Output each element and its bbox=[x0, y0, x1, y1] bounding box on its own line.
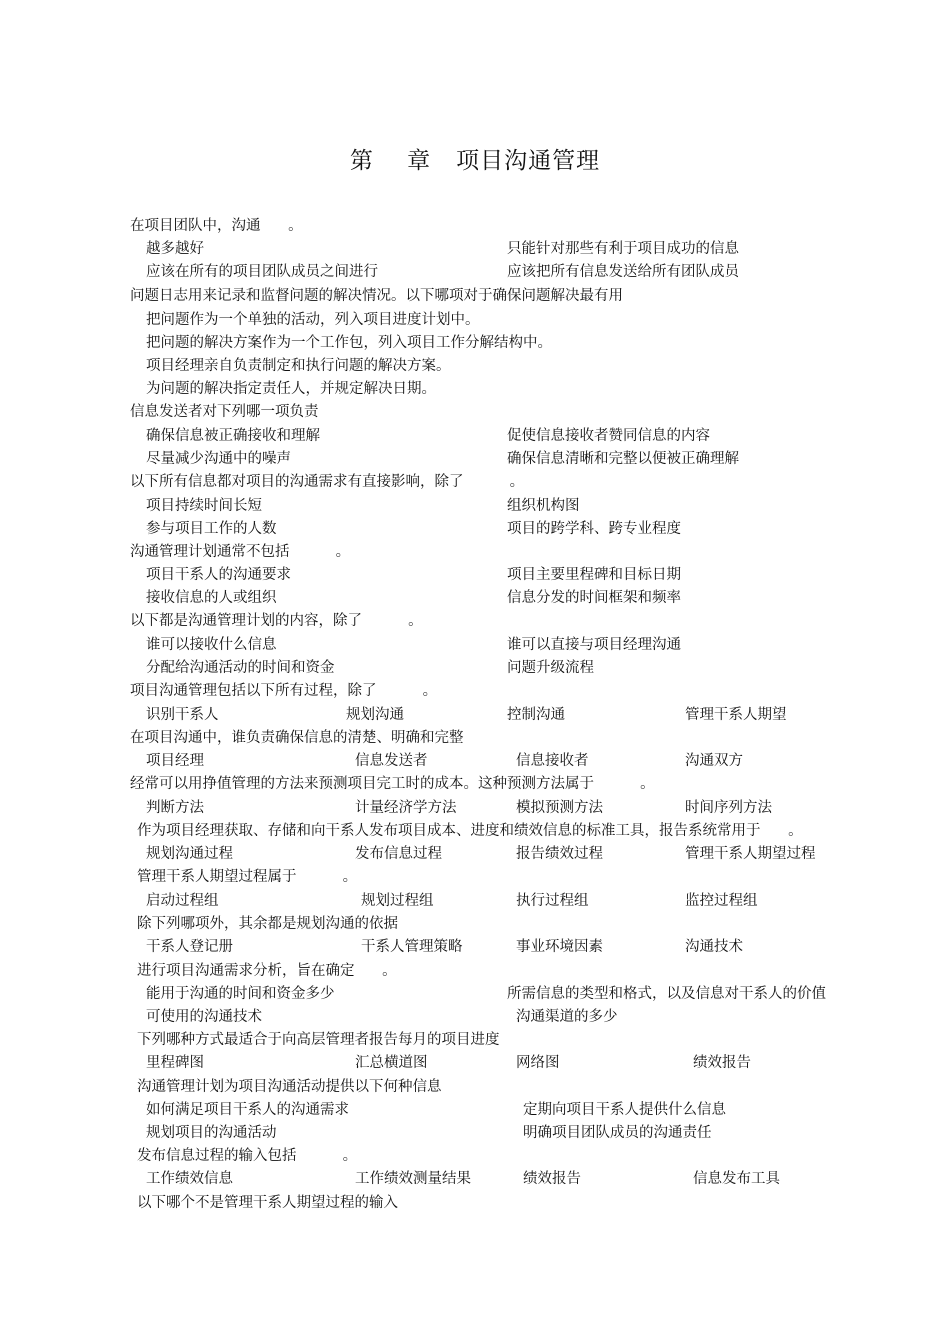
question-stem: 在项目沟通中，谁负责确保信息的清楚、明确和完整 bbox=[130, 730, 464, 746]
option-d: 绩效报告 bbox=[693, 1055, 751, 1071]
question-stem: 作为项目经理获取、存储和向干系人发布项目成本、进度和绩效信息的标准工具，报告系统常用于 。 bbox=[137, 823, 803, 839]
option-a: 里程碑图 bbox=[146, 1055, 204, 1071]
option-c: 应该在所有的项目团队成员之间进行 bbox=[146, 264, 378, 280]
option-d: 项目的跨学科、跨专业程度 bbox=[507, 521, 681, 537]
option-c: 参与项目工作的人数 bbox=[146, 521, 277, 537]
option-b: 所需信息的类型和格式，以及信息对干系人的价值 bbox=[507, 986, 826, 1002]
option-b: 谁可以直接与项目经理沟通 bbox=[507, 637, 681, 653]
option-b: 汇总横道图 bbox=[355, 1055, 428, 1071]
option-b: 计量经济学方法 bbox=[355, 800, 457, 816]
option-b: 规划过程组 bbox=[361, 893, 434, 909]
option-b: 项目主要里程碑和目标日期 bbox=[507, 567, 681, 583]
option-b: 只能针对那些有利于项目成功的信息 bbox=[507, 241, 739, 257]
question-stem: 除下列哪项外，其余都是规划沟通的依据 bbox=[137, 916, 398, 932]
option-c: 信息接收者 bbox=[516, 753, 589, 769]
option-c: 可使用的沟通技术 bbox=[146, 1009, 262, 1025]
option-d: 监控过程组 bbox=[685, 893, 758, 909]
option-d: 应该把所有信息发送给所有团队成员 bbox=[507, 264, 739, 280]
option-d: 问题升级流程 bbox=[507, 660, 594, 676]
option-b: 发布信息过程 bbox=[355, 846, 442, 862]
option-c: 网络图 bbox=[516, 1055, 560, 1071]
option-b: 工作绩效测量结果 bbox=[355, 1171, 471, 1187]
option-c: 项目经理亲自负责制定和执行问题的解决方案。 bbox=[146, 358, 451, 374]
option-c: 模拟预测方法 bbox=[516, 800, 603, 816]
question-stem: 以下哪个不是管理干系人期望过程的输入 bbox=[137, 1195, 398, 1211]
option-a: 把问题作为一个单独的活动，列入项目进度计划中。 bbox=[146, 312, 480, 328]
option-b: 信息发送者 bbox=[355, 753, 428, 769]
question-stem: 信息发送者对下列哪一项负责 bbox=[130, 404, 319, 420]
option-c: 尽量减少沟通中的噪声 bbox=[146, 451, 291, 467]
option-c: 接收信息的人或组织 bbox=[146, 590, 277, 606]
option-d: 管理干系人期望 bbox=[685, 707, 787, 723]
option-b: 把问题的解决方案作为一个工作包，列入项目工作分解结构中。 bbox=[146, 335, 552, 351]
option-a: 项目经理 bbox=[146, 753, 204, 769]
option-b: 定期向项目干系人提供什么信息 bbox=[523, 1102, 726, 1118]
chapter-title: 第 章 项目沟通管理 bbox=[349, 148, 601, 174]
question-stem: 问题日志用来记录和监督问题的解决情况。以下哪项对于确保问题解决最有用 bbox=[130, 288, 623, 304]
option-b: 组织机构图 bbox=[507, 498, 580, 514]
option-d: 沟通双方 bbox=[685, 753, 743, 769]
option-d: 明确项目团队成员的沟通责任 bbox=[523, 1125, 712, 1141]
question-stem: 沟通管理计划为项目沟通活动提供以下何种信息 bbox=[137, 1079, 442, 1095]
option-d: 为问题的解决指定责任人，并规定解决日期。 bbox=[146, 381, 436, 397]
option-a: 越多越好 bbox=[146, 241, 204, 257]
option-b: 促使信息接收者赞同信息的内容 bbox=[507, 428, 710, 444]
option-b: 规划沟通 bbox=[346, 707, 404, 723]
question-stem: 以下都是沟通管理计划的内容，除了 。 bbox=[130, 613, 423, 629]
option-a: 启动过程组 bbox=[146, 893, 219, 909]
option-d: 沟通技术 bbox=[685, 939, 743, 955]
question-stem: 沟通管理计划通常不包括 。 bbox=[130, 544, 351, 560]
option-a: 项目持续时间长短 bbox=[146, 498, 262, 514]
option-c: 分配给沟通活动的时间和资金 bbox=[146, 660, 335, 676]
question-stem: 进行项目沟通需求分析，旨在确定 。 bbox=[137, 963, 397, 979]
question-stem: 下列哪种方式最适合于向高层管理者报告每月的项目进度 bbox=[137, 1032, 500, 1048]
question-stem: 在项目团队中，沟通 。 bbox=[130, 218, 303, 234]
option-a: 项目干系人的沟通要求 bbox=[146, 567, 291, 583]
option-c: 控制沟通 bbox=[507, 707, 565, 723]
question-stem: 发布信息过程的输入包括 。 bbox=[137, 1148, 358, 1164]
option-a: 工作绩效信息 bbox=[146, 1171, 233, 1187]
option-d: 信息分发的时间框架和频率 bbox=[507, 590, 681, 606]
option-a: 确保信息被正确接收和理解 bbox=[146, 428, 320, 444]
option-a: 如何满足项目干系人的沟通需求 bbox=[146, 1102, 349, 1118]
option-a: 干系人登记册 bbox=[146, 939, 233, 955]
question-stem: 管理干系人期望过程属于 。 bbox=[137, 869, 358, 885]
option-c: 规划项目的沟通活动 bbox=[146, 1125, 277, 1141]
option-a: 判断方法 bbox=[146, 800, 204, 816]
option-a: 识别干系人 bbox=[146, 707, 219, 723]
option-d: 信息发布工具 bbox=[693, 1171, 780, 1187]
option-a: 谁可以接收什么信息 bbox=[146, 637, 277, 653]
option-c: 绩效报告 bbox=[523, 1171, 581, 1187]
option-c: 事业环境因素 bbox=[516, 939, 603, 955]
question-stem: 以下所有信息都对项目的沟通需求有直接影响，除了 。 bbox=[130, 474, 525, 490]
option-c: 执行过程组 bbox=[516, 893, 589, 909]
option-d: 管理干系人期望过程 bbox=[685, 846, 816, 862]
option-d: 确保信息清晰和完整以便被正确理解 bbox=[507, 451, 739, 467]
option-d: 沟通渠道的多少 bbox=[516, 1009, 618, 1025]
option-b: 干系人管理策略 bbox=[361, 939, 463, 955]
option-a: 规划沟通过程 bbox=[146, 846, 233, 862]
question-stem: 经常可以用挣值管理的方法来预测项目完工时的成本。这种预测方法属于 。 bbox=[130, 776, 655, 792]
question-stem: 项目沟通管理包括以下所有过程，除了 。 bbox=[130, 683, 438, 699]
option-a: 能用于沟通的时间和资金多少 bbox=[146, 986, 335, 1002]
option-c: 报告绩效过程 bbox=[516, 846, 603, 862]
option-d: 时间序列方法 bbox=[685, 800, 772, 816]
